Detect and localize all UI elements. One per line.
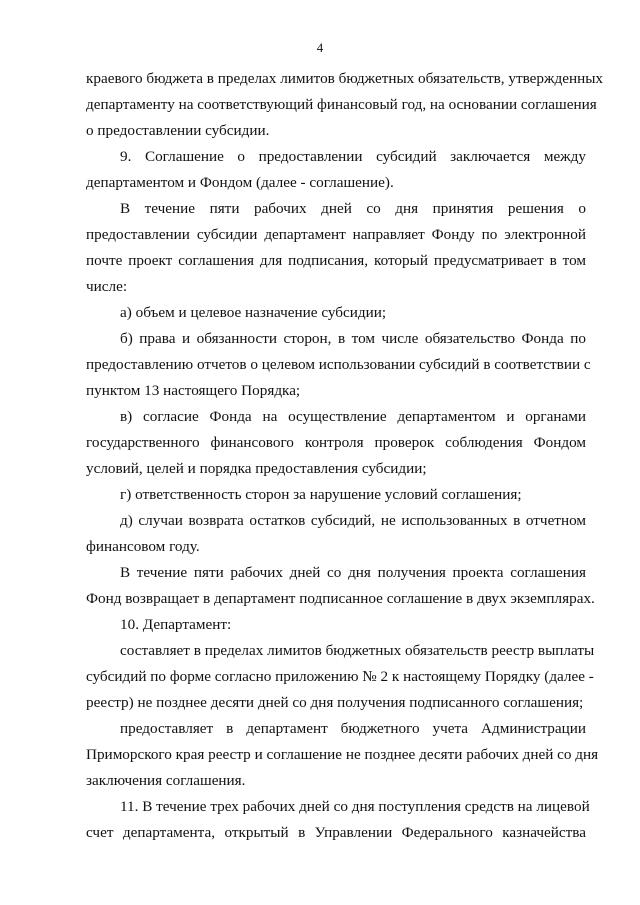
text-line: д) случаи возврата остатков субсидий, не использованных в отчетном <box>120 512 586 529</box>
text-line: б) права и обязанности сторон, в том числе обязательство Фонда по <box>120 330 586 347</box>
text-line: г) ответственность сторон за нарушение условий соглашения; <box>120 486 522 503</box>
text-line: государственного финансового контроля проверок соблюдения Фондом <box>86 434 586 451</box>
text-line: Фонд возвращает в департамент подписанное соглашение в двух экземплярах. <box>86 590 595 607</box>
text-line: 10. Департамент: <box>120 616 232 633</box>
text-line: почте проект соглашения для подписания, который предусматривает в том <box>86 252 586 269</box>
text-line: 11. В течение трех рабочих дней со дня поступления средств на лицевой <box>120 798 590 815</box>
text-line: условий, целей и порядка предоставления субсидии; <box>86 460 427 477</box>
text-line: числе: <box>86 278 128 295</box>
text-line: В течение пяти рабочих дней со дня получения проекта соглашения <box>120 564 586 581</box>
text-line: предоставлению отчетов о целевом использовании субсидий в соответствии с <box>86 356 591 373</box>
text-line: Приморского края реестр и соглашение не позднее десяти рабочих дней со дня <box>86 746 599 763</box>
text-line: предоставлении субсидии департамент направляет Фонду по электронной <box>86 226 586 243</box>
text-line: счет департамента, открытый в Управлении Федерального казначейства <box>86 824 586 841</box>
text-line: департаментом и Фондом (далее - соглашение). <box>86 174 394 191</box>
text-line: реестр) не позднее десяти дней со дня получения подписанного соглашения; <box>86 694 584 711</box>
text-line: В течение пяти рабочих дней со дня принятия решения о <box>120 200 586 217</box>
page-number: 4 <box>316 40 324 55</box>
text-line: предоставляет в департамент бюджетного учета Администрации <box>120 720 586 737</box>
text-line: краевого бюджета в пределах лимитов бюджетных обязательств, утвержденных <box>86 70 604 87</box>
text-line: составляет в пределах лимитов бюджетных обязательств реестр выплаты <box>120 642 595 659</box>
text-line: пунктом 13 настоящего Порядка; <box>86 382 301 399</box>
text-line: 9. Соглашение о предоставлении субсидий заключается между <box>120 148 586 165</box>
text-line: в) согласие Фонда на осуществление департаментом и органами <box>120 408 586 425</box>
text-line: финансовом году. <box>86 538 200 555</box>
text-line: о предоставлении субсидии. <box>86 122 270 139</box>
text-line: заключения соглашения. <box>86 772 246 789</box>
text-line: субсидий по форме согласно приложению № 2 к настоящему Порядку (далее - <box>86 668 594 685</box>
text-line: а) объем и целевое назначение субсидии; <box>120 304 387 321</box>
text-line: департаменту на соответствующий финансовый год, на основании соглашения <box>86 96 597 113</box>
